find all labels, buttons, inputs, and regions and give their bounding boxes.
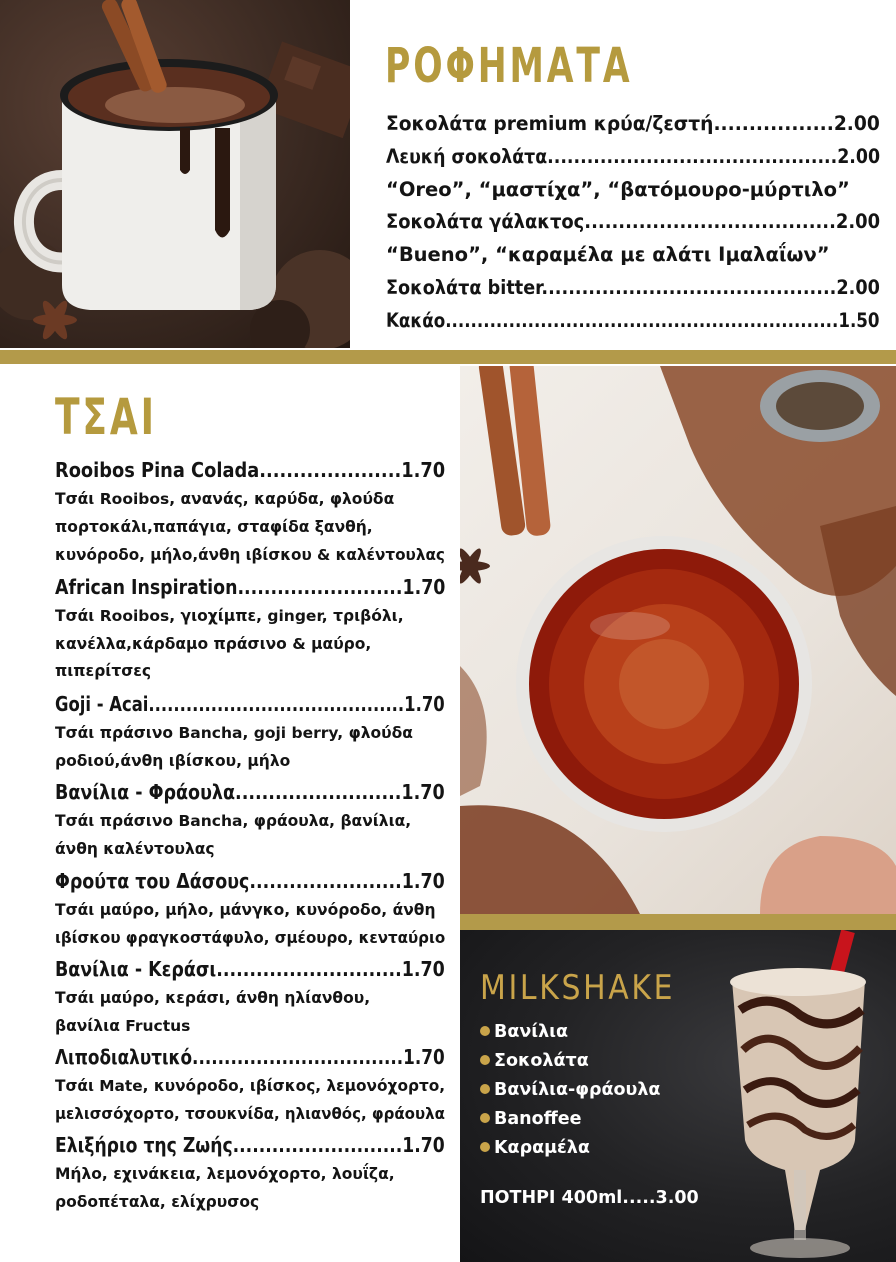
tea-item-desc: πορτοκάλι,παπάγια, σταφίδα ξανθή, [55,518,373,536]
milkshake-flavor [480,1080,660,1100]
tea-item-desc: κανέλλα,κάρδαμο πράσινο & μαύρο, [55,635,372,653]
tea-item-desc: ιβίσκου φραγκοστάφυλο, σμέουρο, κενταύριο [55,929,446,947]
tea-item-name: Βανίλια - Φράουλα.........................1.70 [55,780,445,804]
hot-chocolate-illustration [0,0,350,348]
tea-item-desc: βανίλια Fructus [55,1017,191,1035]
tea-item-name: Rooibos Pina Colada.....................1.70 [55,458,446,482]
drinks-line: Κακάο..............................................................1.50 [386,309,880,332]
drinks-line: Σοκολάτα bitter............................................2.00 [386,276,880,299]
tea-cup-photo [460,366,896,914]
tea-item-desc: Τσάι Mate, κυνόροδο, ιβίσκος, λεμονόχορτο, [55,1077,446,1095]
milkshake-flavor-label: Banoffee [494,1109,582,1129]
milkshake-flavor-label: Βανίλια-φράουλα [494,1080,661,1100]
milkshake-flavor [480,1051,589,1071]
milkshake-panel [460,930,896,1262]
drinks-line: “Bueno”, “καραμέλα με αλάτι Ιμαλαΐων” [386,243,830,266]
tea-item-name: Goji - Acai.........................................1.70 [55,692,445,716]
tea-item-name: Λιποδιαλυτικό.................................1.70 [55,1045,445,1069]
gold-divider [460,914,896,930]
tea-item-desc: πιπερίτσες [55,662,152,680]
tea-title: ΤΣΑΙ [55,388,157,446]
tea-item-desc: Τσάι μαύρο, μήλο, μάνγκο, κυνόροδο, άνθη [55,901,436,919]
gold-divider [0,350,896,364]
tea-item-desc: Τσάι Rooibos, ανανάς, καρύδα, φλούδα [55,490,395,508]
tea-item-name: Βανίλια - Κεράσι............................1.70 [55,957,445,981]
hot-chocolate-photo [0,0,350,348]
tea-item-desc: κυνόροδο, μήλο,άνθη ιβίσκου & καλέντουλας [55,546,445,564]
bullet-icon [480,1055,490,1065]
tea-item-desc: Τσάι πράσινο Bancha, φράουλα, βανίλια, [55,812,412,830]
drinks-line: Λευκή σοκολάτα............................................2.00 [386,145,881,168]
tea-item-desc: Τσάι μαύρο, κεράσι, άνθη ηλίανθου, [55,989,371,1007]
tea-item-desc: ροδοπέταλα, ελίχρυσος [55,1193,260,1211]
drinks-line: Σοκολάτα premium κρύα/ζεστή.................2.00 [386,112,880,135]
milkshake-flavor [480,1138,590,1158]
tea-item-name: African Inspiration.........................1.70 [55,575,446,599]
drinks-line: “Oreo”, “μαστίχα”, “βατόμουρο-μύρτιλο” [386,178,850,201]
tea-item-desc: Τσάι πράσινο Bancha, goji berry, φλούδα [55,724,413,742]
tea-item-desc: μελισσόχορτο, τσουκνίδα, ηλιανθός, φράουλα [55,1105,445,1123]
tea-item-name: Φρούτα του Δάσους.......................1.70 [55,869,445,893]
tea-cup-illustration [460,366,896,914]
milkshake-title: MILKSHAKE [480,968,676,1008]
bullet-icon [480,1113,490,1123]
bullet-icon [480,1084,490,1094]
milkshake-flavor-label: Καραμέλα [494,1138,590,1158]
milkshake-flavor-label: Σοκολάτα [494,1051,589,1071]
drinks-title: ΡΟΦΗΜΑΤΑ [385,38,633,94]
drinks-line: Σοκολάτα γάλακτος.....................................2.00 [386,210,881,233]
bullet-icon [480,1026,490,1036]
tea-item-desc: Τσάι Rooibos, γιοχίμπε, ginger, τριβόλι, [55,607,404,625]
tea-item-desc: ροδιού,άνθη ιβίσκου, μήλο [55,752,291,770]
bullet-icon [480,1142,490,1152]
tea-item-desc: άνθη καλέντουλας [55,840,215,858]
milkshake-flavor-label: Βανίλια [494,1022,569,1042]
tea-item-name: Ελιξήριο της Ζωής..........................1.70 [55,1133,445,1157]
tea-item-desc: Μήλο, εχινάκεια, λεμονόχορτο, λουΐζα, [55,1165,395,1183]
milkshake-price: ΠΟΤΗΡΙ 400ml.....3.00 [480,1188,699,1208]
milkshake-flavor [480,1022,568,1042]
milkshake-flavor [480,1109,582,1129]
